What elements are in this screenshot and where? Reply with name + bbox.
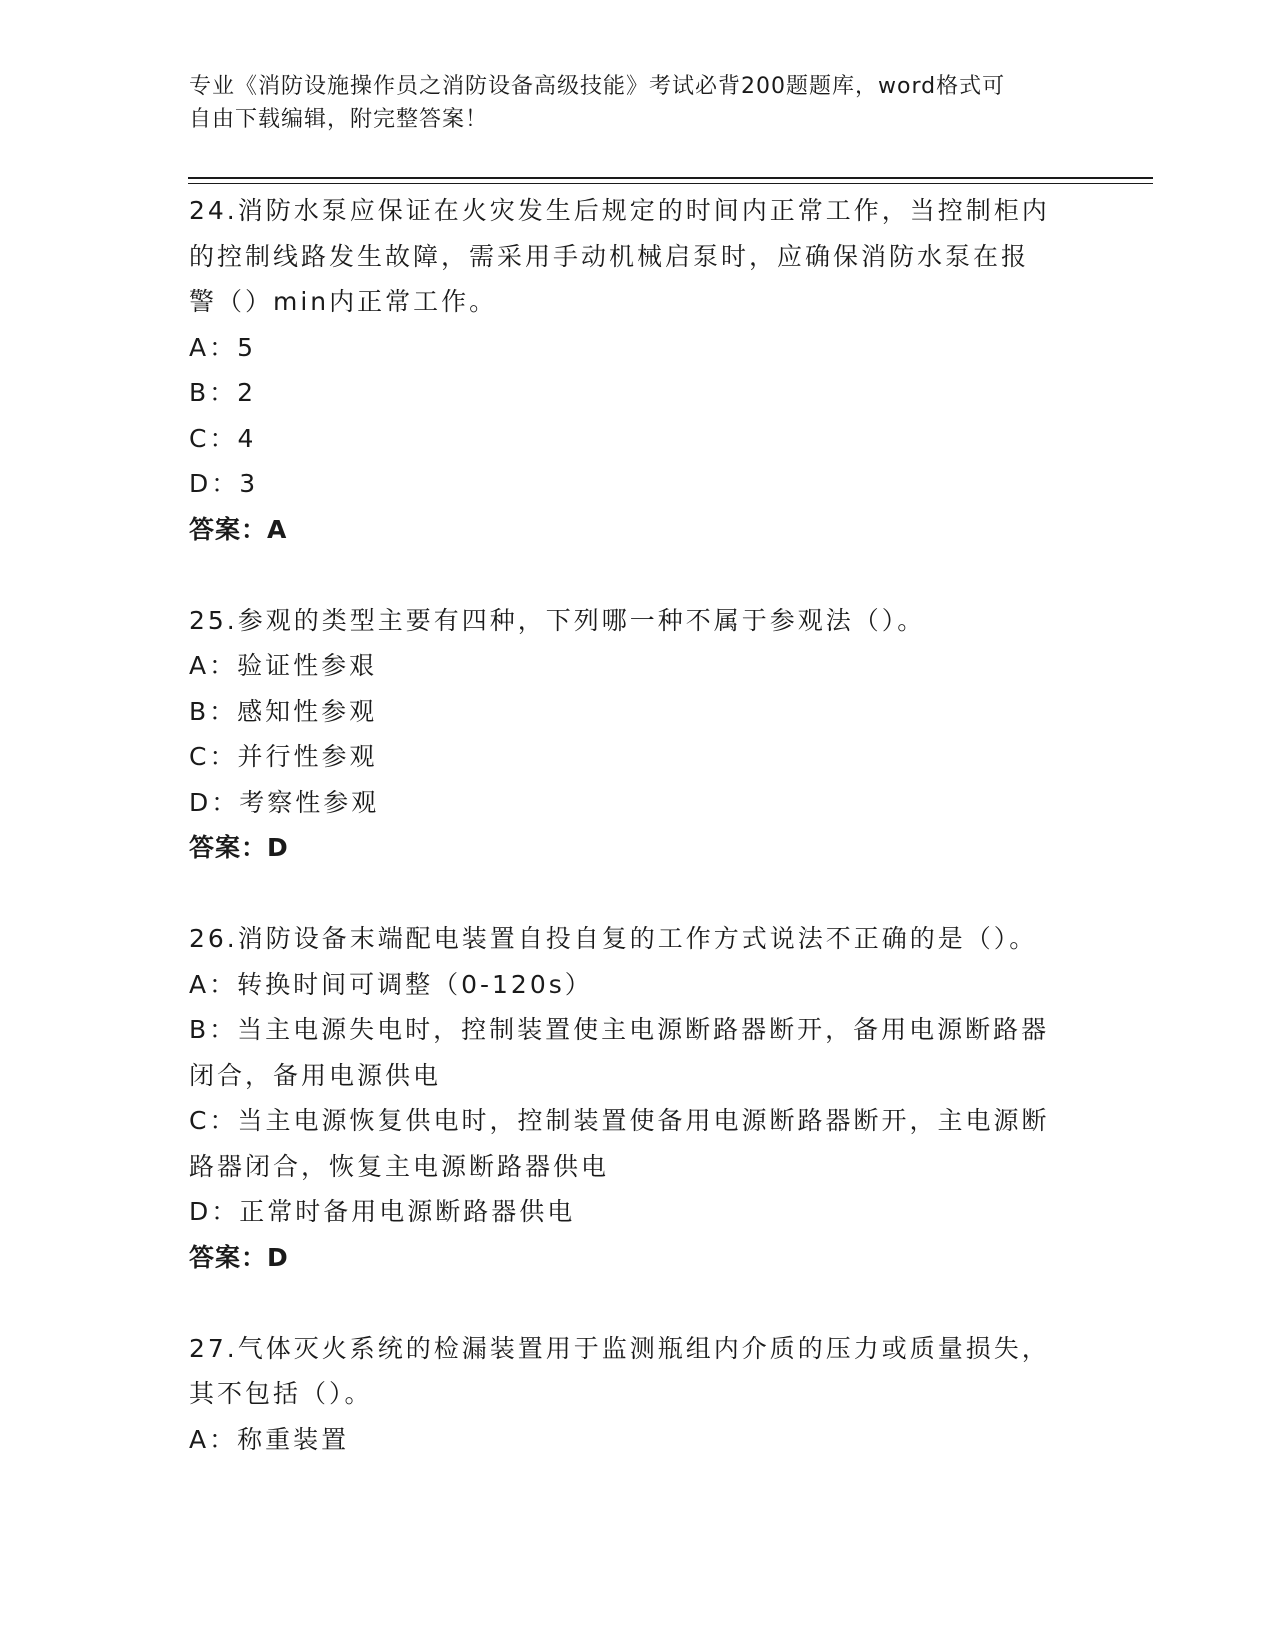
spacer (189, 1280, 1089, 1326)
spacer (189, 552, 1089, 598)
option-c: C：并行性参观 (189, 742, 378, 771)
option-a: A：转换时间可调整（0-120s） (189, 969, 593, 999)
question-stem-line: 警（）min内正常工作。 (189, 287, 498, 316)
header-line-1: 专业《消防设施操作员之消防设备高级技能》考试必背200题题库，word格式可 (189, 74, 1006, 99)
option-a: A：5 (189, 332, 257, 362)
question-stem-line: 其不包括（）。 (189, 1379, 373, 1408)
header-divider-thin (188, 183, 1153, 184)
option-c: C：4 (189, 423, 257, 453)
question-stem-line: 27.气体灭火系统的检漏装置用于监测瓶组内介质的压力或质量损失， (189, 1333, 1050, 1363)
option-d: D：考察性参观 (189, 787, 380, 817)
spacer (189, 871, 1089, 917)
question-block (189, 598, 1089, 871)
answer-label: 答案：D (189, 1242, 289, 1272)
option-b: B：当主电源失电时，控制装置使主电源断路器断开，备用电源断路器 (189, 1015, 1050, 1044)
header-line-2: 自由下载编辑，附完整答案！ (189, 107, 489, 132)
option-d: D：3 (189, 469, 259, 498)
option-d: D：正常时备用电源断路器供电 (189, 1197, 576, 1226)
header-divider-thick (188, 177, 1153, 179)
question-list (189, 188, 1089, 1462)
question-block (189, 1326, 1089, 1463)
option-b-continued: 闭合，备用电源供电 (189, 1060, 442, 1090)
option-a: A：验证性参艰 (189, 651, 378, 680)
question-stem-line: 24.消防水泵应保证在火灾发生后规定的时间内正常工作，当控制柜内 (189, 196, 1050, 225)
option-b: B：感知性参观 (189, 696, 378, 726)
option-b: B：2 (189, 378, 257, 407)
question-stem-line: 的控制线路发生故障，需采用手动机械启泵时，应确保消防水泵在报 (189, 241, 1030, 271)
question-block (189, 188, 1089, 552)
answer-label: 答案：D (189, 833, 289, 862)
option-c: C：当主电源恢复供电时，控制装置使备用电源断路器断开，主电源断 (189, 1106, 1050, 1135)
question-stem-line: 26.消防设备末端配电装置自投自复的工作方式说法不正确的是（）。 (189, 924, 1038, 953)
question-stem-line: 25.参观的类型主要有四种，下列哪一种不属于参观法（）。 (189, 605, 926, 635)
option-a: A：称重装置 (189, 1424, 350, 1454)
document-header (189, 70, 1069, 136)
question-block (189, 916, 1089, 1280)
answer-label: 答案：A (189, 514, 288, 544)
option-c-continued: 路器闭合，恢复主电源断路器供电 (189, 1151, 610, 1181)
